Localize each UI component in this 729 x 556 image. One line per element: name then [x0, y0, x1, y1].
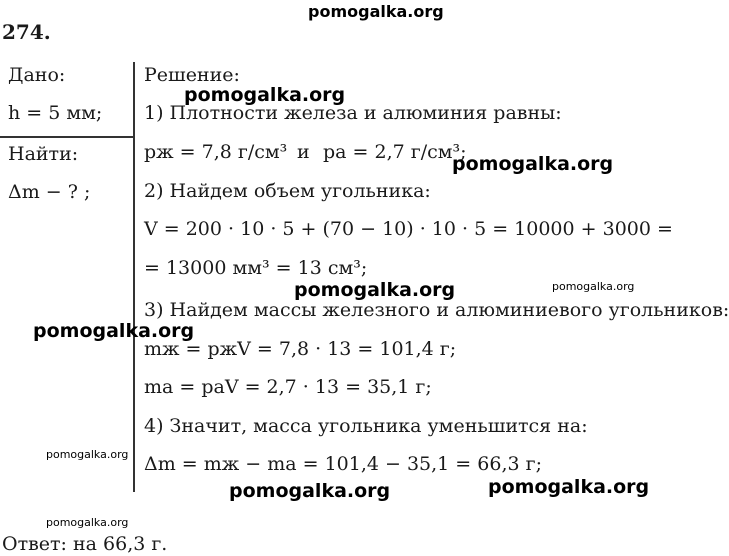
watermark-7: pomogalka.org: [229, 480, 391, 502]
step3-text: 3) Найдем массы железного и алюминиевого угольников:: [144, 299, 729, 321]
find-value: Δm − ? ;: [8, 181, 91, 203]
solution-heading: Решение:: [144, 64, 240, 86]
watermark-1: pomogalka.org: [184, 84, 346, 106]
rho-iron: pж = 7,8 г/см³: [144, 141, 288, 163]
watermark-4: pomogalka.org: [552, 280, 635, 293]
watermark-top: pomogalka.org: [308, 2, 444, 21]
watermark-3: pomogalka.org: [294, 279, 456, 301]
problem-number: 274.: [2, 20, 51, 44]
watermark-2: pomogalka.org: [452, 153, 614, 175]
watermark-8: pomogalka.org: [488, 476, 650, 498]
and-word: и: [297, 141, 310, 163]
given-h: h = 5 мм;: [8, 102, 103, 124]
step4-text: 4) Значит, масса угольника уменьшится на:: [144, 415, 588, 437]
watermark-9: pomogalka.org: [46, 516, 129, 529]
watermark-5: pomogalka.org: [33, 320, 195, 342]
volume-line-2: = 13000 мм³ = 13 см³;: [144, 257, 368, 279]
given-heading: Дано:: [8, 64, 66, 86]
mass-aluminium: mа = pаV = 2,7 · 13 = 35,1 г;: [144, 376, 432, 398]
answer-line: Ответ: на 66,3 г.: [2, 533, 168, 555]
mass-iron: mж = pжV = 7,8 · 13 = 101,4 г;: [144, 338, 457, 360]
volume-line-1: V = 200 · 10 · 5 + (70 − 10) · 10 · 5 = 10000 + 3000 =: [144, 218, 673, 240]
step1-text: 1) Плотности железа и алюминия равны:: [144, 102, 562, 124]
watermark-6: pomogalka.org: [46, 448, 129, 461]
find-heading: Найти:: [8, 143, 79, 165]
mass-difference: Δm = mж − mа = 101,4 − 35,1 = 66,3 г;: [144, 453, 542, 475]
vertical-divider: [133, 62, 135, 492]
horizontal-divider: [0, 136, 134, 138]
step2-text: 2) Найдем объем угольника:: [144, 180, 431, 202]
rho-aluminium: pа = 2,7 г/см³;: [323, 141, 467, 163]
